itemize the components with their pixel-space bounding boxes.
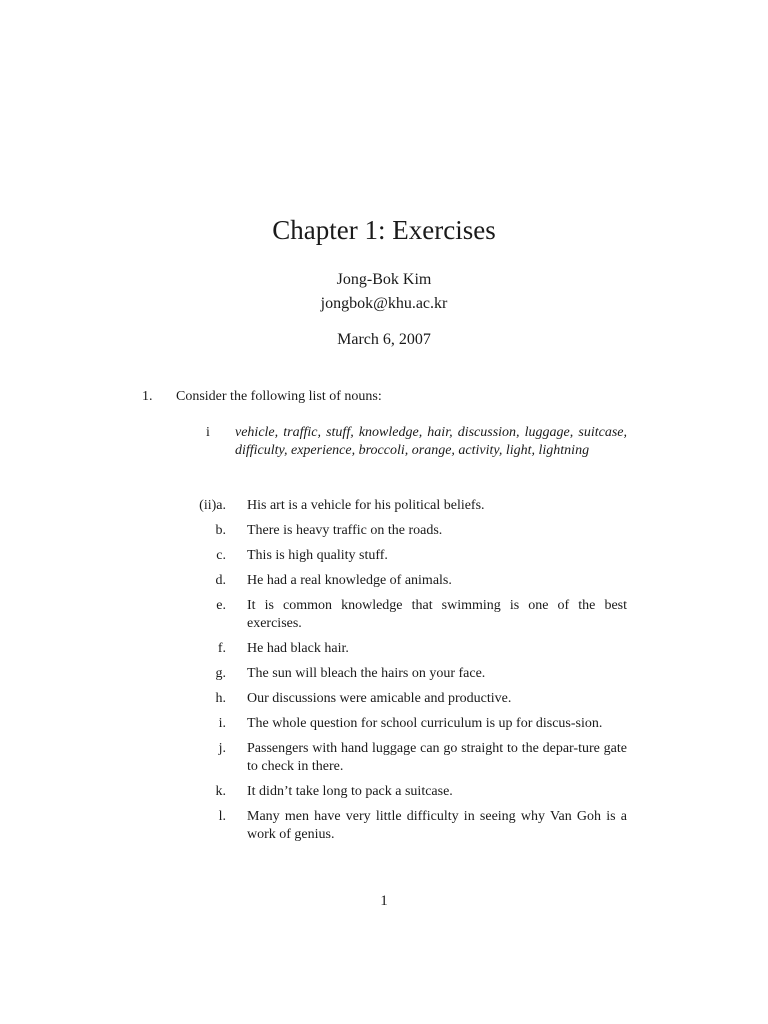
example-item	[0, 522, 768, 540]
example-label: c.	[216, 548, 226, 563]
example-item	[0, 690, 768, 708]
page-number: 1	[380, 893, 388, 909]
example-text: He had a real knowledge of animals.	[247, 573, 452, 588]
example-label: b.	[215, 523, 226, 538]
question-text: Consider the following list of nouns:	[176, 389, 382, 404]
example-item	[0, 808, 768, 844]
example-item	[0, 740, 768, 776]
example-label: (ii)a.	[199, 498, 226, 513]
example-label: l.	[218, 809, 226, 824]
example-item	[0, 640, 768, 658]
noun-list: vehicle, traffic, stuff, knowledge, hair, discussion, luggage, suitcase, difficulty, experience, broccoli, orange, activity, light, lightning	[235, 425, 627, 458]
example-list	[0, 497, 768, 851]
example-text: He had black hair.	[247, 641, 349, 656]
document-date: March 6, 2007	[337, 331, 431, 348]
example-label: h.	[215, 691, 226, 706]
author-name: Jong-Bok Kim	[336, 271, 432, 288]
example-item	[0, 497, 768, 515]
example-text: Many men have very little difficulty in seeing why Van Goh is a work of genius.	[247, 809, 627, 842]
example-text: This is high quality stuff.	[247, 548, 388, 563]
example-item	[0, 783, 768, 801]
example-text: The whole question for school curriculum is up for discus-sion.	[247, 716, 603, 731]
example-text: It didn’t take long to pack a suitcase.	[247, 784, 453, 799]
example-label: d.	[215, 573, 226, 588]
example-label: g.	[215, 666, 226, 681]
example-label: e.	[216, 598, 226, 613]
example-label: k.	[215, 784, 226, 799]
example-label: j.	[218, 741, 226, 756]
page-title: Chapter 1: Exercises	[272, 215, 496, 245]
example-item	[0, 572, 768, 590]
example-text: There is heavy traffic on the roads.	[247, 523, 443, 538]
example-text: The sun will bleach the hairs on your face.	[247, 666, 486, 681]
example-item	[0, 665, 768, 683]
example-item	[0, 597, 768, 633]
example-text: It is common knowledge that swimming is one of the best exercises.	[247, 598, 627, 631]
example-label: f.	[217, 641, 226, 656]
example-text: Our discussions were amicable and productive.	[247, 691, 512, 706]
example-item	[0, 715, 768, 733]
example-text: His art is a vehicle for his political beliefs.	[247, 498, 485, 513]
example-label: i.	[218, 716, 226, 731]
example-text: Passengers with hand luggage can go straight to the depar-ture gate to check in there.	[247, 741, 627, 774]
example-item	[0, 547, 768, 565]
question-number: 1.	[142, 389, 153, 404]
sub-item-label: i	[206, 425, 210, 440]
author-email: jongbok@khu.ac.kr	[320, 295, 448, 312]
